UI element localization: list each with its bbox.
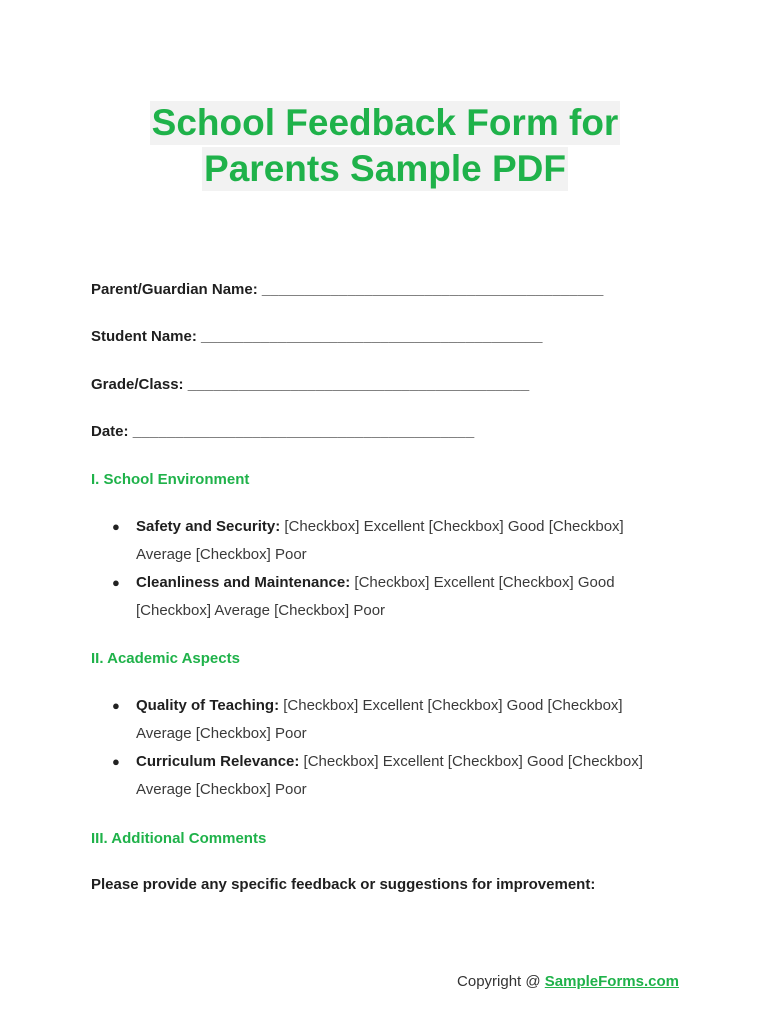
- field-grade-class: [91, 376, 529, 393]
- item-label: Quality of Teaching:: [136, 697, 280, 714]
- title-line-1: School Feedback Form for: [151, 102, 619, 143]
- list-item-curriculum-relevance: [91, 748, 651, 804]
- list-academic-aspects: [91, 692, 651, 804]
- item-label: Safety and Security:: [136, 518, 281, 535]
- item-options: [Checkbox] Excellent [Checkbox] Good [Checkbox] Average [Checkbox] Poor: [136, 697, 623, 742]
- bullet-icon: ●: [112, 519, 120, 534]
- footer-copyright: [457, 973, 679, 990]
- list-item-safety-security: [91, 513, 651, 569]
- document-title: [0, 100, 770, 192]
- field-label: Date:: [91, 423, 129, 440]
- item-label: Curriculum Relevance:: [136, 753, 300, 770]
- list-item-cleanliness-maintenance: [91, 569, 651, 625]
- field-blank-line: ________________________________________: [132, 423, 475, 440]
- item-options: [Checkbox] Excellent [Checkbox] Good [Checkbox] Average [Checkbox] Poor: [136, 753, 643, 798]
- section-heading-school-environment: I. School Environment: [91, 471, 250, 488]
- title-line-2: Parents Sample PDF: [204, 148, 566, 189]
- list-school-environment: [91, 513, 651, 625]
- field-date: [91, 423, 474, 440]
- item-label: Cleanliness and Maintenance:: [136, 574, 351, 591]
- field-parent-guardian-name: [91, 281, 604, 298]
- bullet-icon: ●: [112, 575, 120, 590]
- copyright-text: Copyright @: [457, 973, 545, 990]
- item-options: [Checkbox] Excellent [Checkbox] Good [Checkbox] Average [Checkbox] Poor: [136, 518, 624, 563]
- field-blank-line: ________________________________________: [261, 281, 604, 298]
- field-student-name: [91, 328, 543, 345]
- section-heading-academic-aspects: II. Academic Aspects: [91, 650, 240, 667]
- field-blank-line: ________________________________________: [201, 328, 543, 345]
- item-options: [Checkbox] Excellent [Checkbox] Good [Checkbox] Average [Checkbox] Poor: [136, 574, 615, 619]
- section-heading-additional-comments: III. Additional Comments: [91, 830, 267, 847]
- field-blank-line: ________________________________________: [187, 376, 530, 393]
- brand-link[interactable]: SampleForms.com: [544, 973, 679, 990]
- field-label: Student Name:: [91, 328, 197, 345]
- comments-prompt: Please provide any specific feedback or suggestions for improvement:: [91, 876, 596, 893]
- field-label: Grade/Class:: [91, 376, 184, 393]
- field-label: Parent/Guardian Name:: [91, 281, 258, 298]
- list-item-quality-of-teaching: [91, 692, 651, 748]
- bullet-icon: ●: [112, 698, 120, 713]
- bullet-icon: ●: [112, 754, 120, 769]
